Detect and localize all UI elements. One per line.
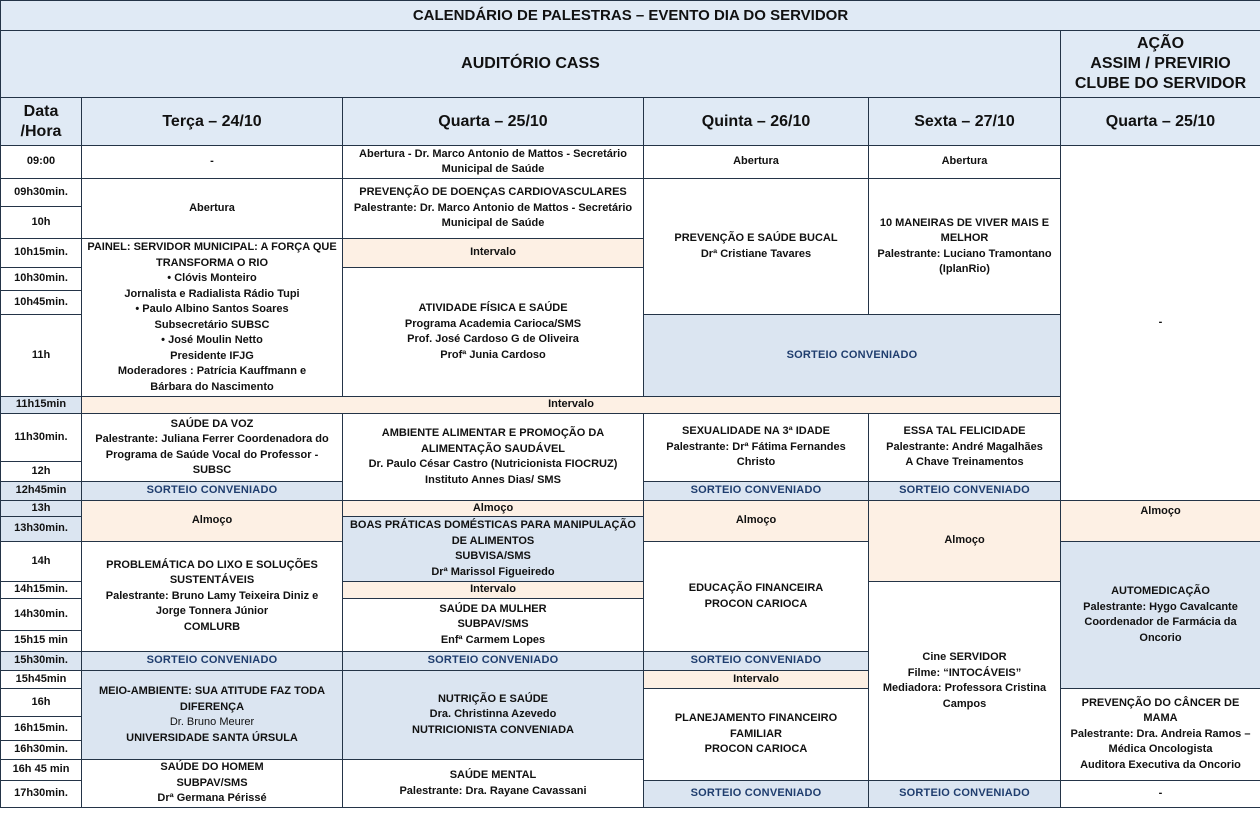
header-day-tue [81,97,343,146]
header-day-thu [643,97,869,146]
thu-fri-sorteio [643,314,1061,397]
wed-ativ [342,267,644,397]
fri-fel-line: Palestrante: André Magalhães [886,440,1043,453]
tue-sorteio-2 [81,651,343,671]
wed-amb-line: AMBIENTE ALIMENTAR E PROMOÇÃO DA [381,427,605,439]
tue-painel-line: Jornalista e Radialista Rádio Tupi [124,287,300,300]
tue-painel [81,238,343,397]
wed-0900-line: Municipal de Saúde [441,163,545,175]
time-slot-text: 14h [31,554,51,567]
fri-10 [868,178,1061,315]
acao-auto-line: Coordenador de Farmácia da [1084,616,1237,628]
tue-0900-text: - [210,155,214,168]
thu-sorteio-3-text: SORTEIO CONVENIADO [690,787,822,800]
time-slot [0,670,82,689]
time-slot-text: 12h [31,464,51,477]
wed-mental [342,759,644,808]
tue-homem-line: Drª Germana Périssé [157,792,267,805]
thu-bucal-line: PREVENÇÃO E SAÚDE BUCAL [674,232,838,244]
tue-sorteio-1-text: SORTEIO CONVENIADO [146,484,278,497]
time-slot-text: 10h30min. [14,272,68,285]
tue-lixo-line: COMLURB [183,620,241,633]
fri-fel-line: A Chave Treinamentos [905,456,1024,469]
tue-abertura [81,178,343,239]
acao-almoco-text: Almoço [1140,505,1181,517]
wed-nutri [342,670,644,760]
fri-sorteio-2 [868,780,1061,808]
fri-cine-line: Mediadora: Professora Cristina [882,682,1047,694]
time-slot [0,500,82,517]
wed-amb-line: Dr. Paulo César Castro (Nutricionista FIOCRUZ) [368,458,618,470]
time-slot-text: 16h [31,695,51,708]
time-slot [0,688,82,717]
thu-sorteio-1 [643,481,869,501]
time-slot [0,396,82,414]
thu-sorteio-3 [643,780,869,808]
fri-10-line: (IplanRio) [939,263,990,275]
header-day-acao-text: Quarta – 25/10 [1105,112,1216,130]
time-slot [0,541,82,582]
tue-meio-line: MEIO-AMBIENTE: SUA ATITUDE FAZ TODA [98,685,326,697]
thu-sex-line: SEXUALIDADE NA 3ª IDADE [682,425,830,438]
wed-intervalo-2 [342,581,644,599]
tue-homem [81,759,343,808]
acao-dash-1-text: - [1158,316,1163,329]
wed-amb [342,413,644,501]
time-slot-text: 15h45min [15,672,67,685]
acao-cancer-line: Palestrante: Dra. Andreia Ramos – [1070,727,1251,740]
acao-auto [1060,541,1260,689]
time-slot-text: 15h15 min [14,634,68,647]
thu-plan [643,688,869,781]
time-slot [0,314,82,397]
wed-boas [342,516,644,582]
intervalo-geral-text: Intervalo [548,398,594,411]
tue-painel-line: PAINEL: SERVIDOR MUNICIPAL: A FORÇA QUE [87,241,337,253]
fri-10-line: MELHOR [940,232,989,244]
time-slot-text: 15h30min. [14,654,68,667]
wed-boas-line: BOAS PRÁTICAS DOMÉSTICAS PARA MANIPULAÇÃO [349,519,636,531]
acao-auto-line: Palestrante: Hygo Cavalcante [1083,600,1238,613]
wed-almoco [342,500,644,517]
thu-fin-line: PROCON CARIOCA [704,597,808,610]
fri-sorteio-1 [868,481,1061,501]
time-slot-text: 10h15min. [14,246,68,259]
tue-lixo-line: Palestrante: Bruno Lamy Teixeira Diniz e [105,589,319,602]
tue-lixo-line: SUSTENTÁVEIS [169,574,255,587]
thu-fin-line: EDUCAÇÃO FINANCEIRA [688,582,824,594]
acao-auto-line: AUTOMEDICAÇÃO [1111,585,1210,597]
fri-almoco-text: Almoço [944,534,985,547]
venue-acao-line: CLUBE DO SERVIDOR [1074,75,1247,92]
fri-sorteio-1-text: SORTEIO CONVENIADO [899,484,1030,497]
wed-mulher-line: SAÚDE DA MULHER [439,602,547,615]
acao-dash-1 [1060,145,1260,501]
tue-0900 [81,145,343,179]
fri-fel-line: ESSA TAL FELICIDADE [903,425,1026,438]
time-slot [0,461,82,482]
tue-meio-line: Dr. Bruno Meurer [169,716,255,728]
header-day-fri [868,97,1061,146]
time-slot-text: 16h 45 min [12,763,70,776]
fri-cine-line: Filme: “INTOCÁVEIS” [907,666,1022,679]
time-slot [0,145,82,179]
header-day-acao [1060,97,1260,146]
tue-lixo-line: Jorge Tonnera Júnior [155,605,269,618]
time-slot-text: 14h15min. [14,583,68,596]
fri-fel [868,413,1061,482]
wed-almoco-text: Almoço [472,501,514,514]
wed-ativ-line: ATIVIDADE FÍSICA E SAÚDE [418,302,568,314]
time-slot [0,598,82,631]
time-slot [0,178,82,207]
tue-sorteio-2-text: SORTEIO CONVENIADO [146,654,278,667]
time-slot [0,716,82,741]
thu-sex [643,413,869,482]
wed-nutri-line: NUTRIÇÃO E SAÚDE [437,692,548,705]
tue-painel-line: TRANSFORMA O RIO [155,256,269,269]
header-hora [0,97,82,146]
time-slot-text: 14h30min. [14,607,68,620]
wed-intervalo-1 [342,238,644,268]
header-day-wed [342,97,644,146]
thu-fin [643,541,869,652]
tue-homem-line: SAÚDE DO HOMEM [160,761,264,774]
wed-intervalo-2-text: Intervalo [470,583,516,596]
thu-abertura-text: Abertura [733,155,779,168]
fri-sorteio-2-text: SORTEIO CONVENIADO [899,787,1030,800]
tue-painel-line: Bárbara do Nascimento [150,380,274,393]
thu-almoco-text: Almoço [735,514,777,527]
thu-sorteio-2 [643,651,869,671]
header-day-fri-text: Sexta – 27/10 [914,112,1015,130]
acao-almoco [1060,500,1260,542]
fri-10-line: Palestrante: Luciano Tramontano [877,247,1052,260]
wed-card-line: Municipal de Saúde [441,217,545,230]
time-slot [0,290,82,315]
header-day-thu-text: Quinta – 26/10 [701,112,811,130]
tue-lixo-line: PROBLEMÁTICA DO LIXO E SOLUÇÕES [106,558,318,571]
thu-fri-sorteio-text: SORTEIO CONVENIADO [786,348,918,361]
acao-cancer-line: Auditora Executiva da Oncorio [1080,758,1241,771]
wed-boas-line: DE ALIMENTOS [451,534,535,547]
tue-homem-line: SUBPAV/SMS [176,776,248,789]
tue-voz-line: Programa de Saúde Vocal do Professor - SUBSC [105,448,319,476]
header-hora-line: /Hora [20,122,62,140]
thu-bucal [643,178,869,315]
thu-sex-line: Palestrante: Drª Fátima Fernandes Christo [666,440,846,469]
tue-voz [81,413,343,482]
time-slot [0,267,82,291]
wed-mulher-line: Enfª Carmem Lopes [440,633,546,646]
tue-almoco-text: Almoço [191,514,233,527]
wed-nutri-line: NUTRICIONISTA CONVENIADA [412,723,574,736]
time-slot [0,481,82,501]
time-slot [0,759,82,781]
venue-acao-line: AÇÃO [1136,35,1185,52]
time-slot [0,651,82,671]
acao-dash-2 [1060,780,1260,808]
wed-mulher-line: SUBPAV/SMS [457,618,529,631]
fri-cine-line: Campos [942,697,987,710]
fri-10-line: 10 MANEIRAS DE VIVER MAIS E [879,216,1050,229]
wed-mulher [342,598,644,652]
acao-cancer [1060,688,1260,781]
page-title [0,0,1260,31]
wed-amb-line: Instituto Annes Dias/ SMS [425,473,561,486]
time-slot-text: 13h [31,501,51,514]
tue-voz-line: Palestrante: Juliana Ferrer Coordenadora do [95,433,329,445]
intervalo-geral [81,396,1061,414]
time-slot [0,780,82,808]
wed-amb-line: ALIMENTAÇÃO SAUDÁVEL [420,442,565,455]
tue-painel-line: Presidente IFJG [170,349,254,362]
venue-auditorio-text: AUDITÓRIO CASS [461,55,600,72]
venue-acao-line: ASSIM / PREVIRIO [1090,55,1231,72]
time-slot-text: 09h30min. [14,185,68,198]
page-title-text: CALENDÁRIO DE PALESTRAS – EVENTO DIA DO SERVIDOR [412,6,849,24]
wed-0900-line: Abertura - Dr. Marco Antonio de Mattos - Secretário [359,147,627,160]
wed-card-line: Palestrante: Dr. Marco Antonio de Mattos - Secretário [353,201,633,214]
thu-bucal-line: Drª Cristiane Tavares [700,247,812,260]
thu-intervalo-text: Intervalo [733,672,779,685]
time-slot-text: 16h15min. [14,721,68,734]
fri-abertura [868,145,1061,179]
wed-boas-line: SUBVISA/SMS [455,550,531,562]
wed-card [342,178,644,239]
tue-meio-line: DIFERENÇA [179,700,245,713]
fri-cine-line: Cine SERVIDOR [922,651,1007,663]
wed-card-line: PREVENÇÃO DE DOENÇAS CARDIOVASCULARES [359,186,627,199]
thu-almoco [643,500,869,542]
time-slot [0,206,82,239]
tue-almoco [81,500,343,542]
tue-voz-line: SAÚDE DA VOZ [170,417,254,430]
time-slot-text: 10h [31,215,51,228]
thu-abertura [643,145,869,179]
wed-mental-line: SAÚDE MENTAL [449,769,537,781]
acao-cancer-line: PREVENÇÃO DO CÂNCER DE MAMA [1081,696,1240,725]
header-day-tue-text: Terça – 24/10 [162,112,262,130]
time-slot-text: 12h45min [15,484,67,497]
wed-boas-line: Drª Marissol Figueiredo [431,565,555,578]
fri-cine [868,581,1061,781]
tue-meio [81,670,343,760]
thu-intervalo [643,670,869,689]
wed-sorteio-text: SORTEIO CONVENIADO [427,654,559,667]
time-slot-text: 13h30min. [14,522,68,535]
wed-intervalo-1-text: Intervalo [470,246,516,259]
wed-ativ-line: Programa Academia Carioca/SMS [404,317,582,330]
header-hora-line: Data [23,102,59,120]
time-slot [0,238,82,268]
tue-sorteio-1 [81,481,343,501]
wed-mental-line: Palestrante: Dra. Rayane Cavassani [399,784,587,797]
tue-painel-line: Moderadores : Patrícia Kauffmann e [117,365,307,377]
acao-cancer-line: Médica Oncologista [1108,743,1213,756]
wed-0900 [342,145,644,179]
thu-plan-line: PLANEJAMENTO FINANCEIRO FAMILIAR [674,712,838,740]
header-day-wed-text: Quarta – 25/10 [438,112,548,130]
time-slot-text: 16h30min. [14,743,68,756]
time-slot [0,740,82,760]
wed-sorteio [342,651,644,671]
thu-sorteio-1-text: SORTEIO CONVENIADO [690,484,822,497]
fri-abertura-text: Abertura [941,155,988,168]
acao-auto-line: Oncorio [1139,631,1182,644]
fri-almoco [868,500,1061,582]
wed-ativ-line: Prof. José Cardoso G de Oliveira [407,333,579,345]
tue-lixo [81,541,343,652]
tue-painel-line: • José Moulin Netto [161,334,263,346]
tue-abertura-text: Abertura [189,201,235,214]
venue-acao [1060,30,1260,98]
thu-sorteio-2-text: SORTEIO CONVENIADO [690,654,822,667]
time-slot [0,413,82,462]
time-slot [0,516,82,542]
venue-auditorio [0,30,1061,98]
time-slot-text: 09:00 [26,155,56,168]
time-slot-text: 17h30min. [14,787,68,800]
wed-ativ-line: Profª Junia Cardoso [440,348,546,361]
time-slot-text: 11h15min [15,398,67,411]
time-slot [0,581,82,599]
time-slot-text: 10h45min. [14,295,68,308]
tue-painel-line: Subsecretário SUBSC [154,318,270,331]
time-slot-text: 11h [31,348,51,361]
acao-dash-2-text: - [1158,787,1163,800]
thu-plan-line: PROCON CARIOCA [704,743,808,756]
tue-painel-line: • Paulo Albino Santos Soares [135,303,289,315]
time-slot [0,630,82,652]
time-slot-text: 11h30min. [14,430,68,443]
wed-nutri-line: Dra. Christinna Azevedo [429,708,557,721]
tue-painel-line: • Clóvis Monteiro [167,272,257,284]
tue-meio-line: UNIVERSIDADE SANTA ÚRSULA [126,731,298,744]
